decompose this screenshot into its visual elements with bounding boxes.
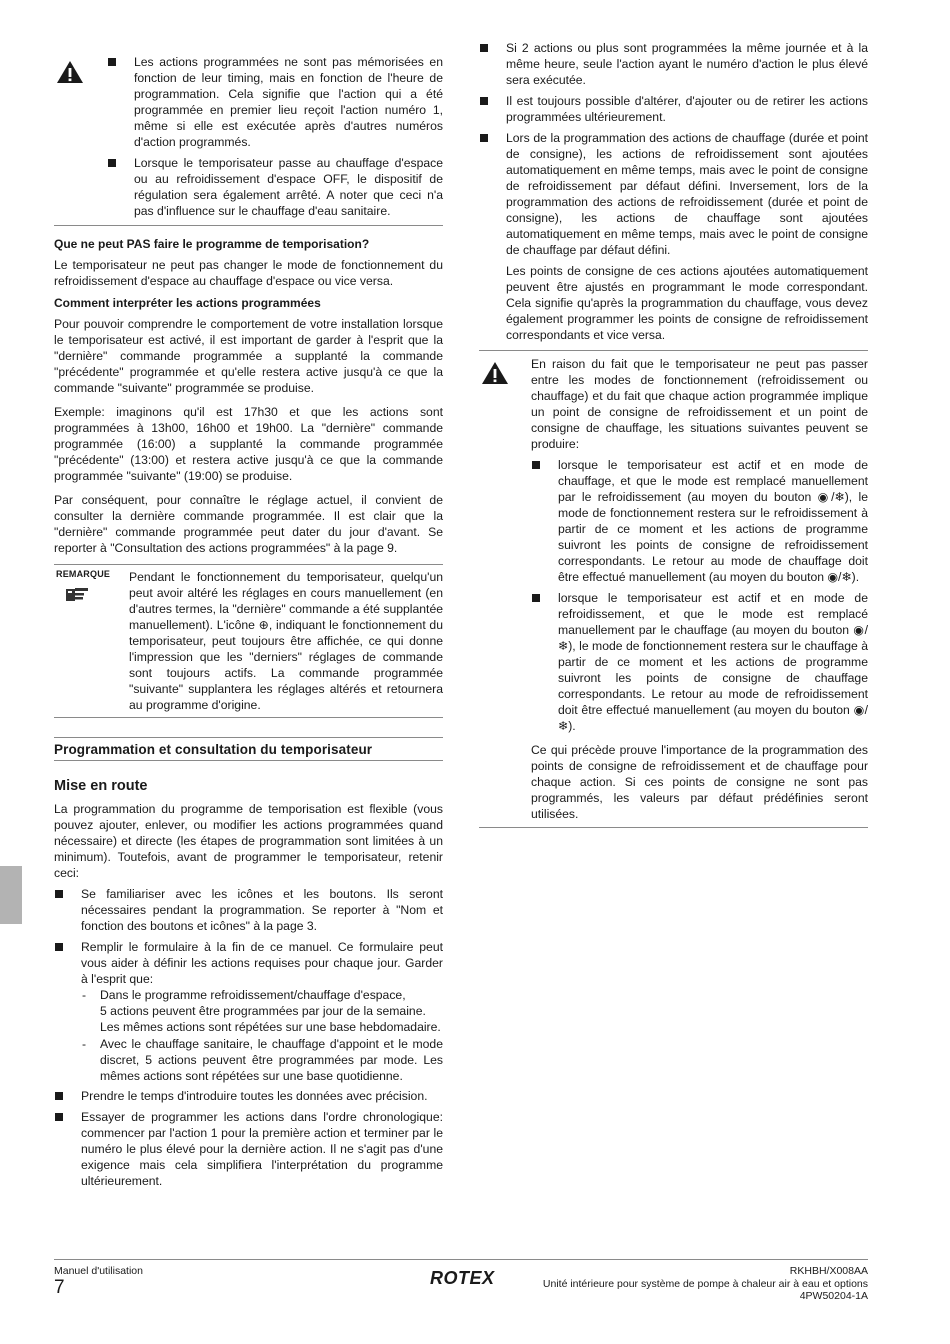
warning-block-2 bbox=[479, 351, 868, 827]
warning-item: Lorsque le temporisateur passe au chauffage d'espace ou au refroidissement d'espace OFF, le dispositif de régulation sera également arrêté. A noter que ceci n'a pas d'influence sur le chauffage d'eau sanitaire. bbox=[107, 155, 443, 219]
paragraph: Les points de consigne de ces actions ajoutées automatiquement peuvent être ajustés en programmant le mode correspondant. Cela signifie qu'après la programmation du chauffage, vous devez également programmer les points de consigne de refroidissement correspondants et vice versa. bbox=[506, 264, 868, 342]
note-label: REMARQUE bbox=[56, 569, 111, 579]
sub-list bbox=[54, 987, 443, 1084]
list-item: Lors de la programmation des actions de chauffage (durée et point de consigne), les actions de refroidissement sont ajoutées automatiquement en même temps, mais avec le point de consigne de refroidissement par défaut défini. Inversement, lors de la programmation des actions de refroidissement (durée et point de consigne), les actions de chauffage sont ajoutées automatiquement en même temps, mais avec le point de consigne de chauffage par défaut défini. bbox=[479, 130, 868, 258]
footer-description: Unité intérieure pour système de pompe à chaleur air à eau et options bbox=[542, 1277, 868, 1290]
note-block bbox=[54, 565, 443, 717]
paragraph: Par conséquent, pour connaître le réglage actuel, il convient de consulter la dernière commande programmée. Il est clair que la "dernière" commande programmée peut dater du jour d'avant. Se reporter à "Consultation des actions programmées" à la page 9. bbox=[54, 493, 443, 555]
footer-doc-type: Manuel d'utilisation bbox=[54, 1265, 143, 1277]
footer-divider bbox=[54, 1259, 868, 1260]
sub-list-item-rest: 5 actions peuvent être programmées par jour de la semaine. Les mêmes actions sont répétées sur une base hebdomadaire. bbox=[100, 1004, 441, 1034]
warning-item: lorsque le temporisateur est actif et en mode de chauffage, et que le mode est remplacé manuellement par le refroidissement (au moyen du bouton ◉/❄), le mode de fonctionnement restera sur le refroidissement à partir de ce moment et les actions de programme suivront les points de consigne de refroidissement correspondants. Le retour au mode de chauffage doit être effectué manuellement (au moyen du bouton ◉/❄). bbox=[531, 457, 868, 585]
question-heading: Que ne peut PAS faire le programme de temporisation? bbox=[54, 237, 370, 251]
warning-icon bbox=[56, 60, 84, 84]
footer-doc-ref: 4PW50204-1A bbox=[799, 1290, 868, 1302]
divider bbox=[54, 225, 443, 226]
list-item: Prendre le temps d'introduire toutes les données avec précision. bbox=[54, 1088, 443, 1104]
footer-model: RKHBH/X008AA bbox=[789, 1265, 868, 1277]
warning-block-1 bbox=[54, 40, 443, 225]
divider bbox=[479, 827, 868, 828]
note-text: Pendant le fonctionnement du temporisateur, quelqu'un peut avoir altéré les réglages en cours manuellement (en d'autres termes, la "dernière" commande a été supplantée manuellement). L'icône ⊕, indiquant le fonctionnement du temporisateur, peut toujours être affichée, ce qui donne l'impression que les "derniers" réglages de commande sont toujours actifs. La commande programmée "suivante" supplantera les réglages altérés et retournera au programme d'origine. bbox=[129, 570, 443, 712]
list-item: Remplir le formulaire à la fin de ce manuel. Ce formulaire peut vous aider à définir les actions requises pour chaque jour. Garder à l'esprit que: bbox=[54, 939, 443, 987]
left-column bbox=[54, 40, 443, 1189]
pointing-hand-icon bbox=[64, 585, 90, 605]
brand-logo: ROTEX bbox=[430, 1268, 495, 1288]
warning-conclusion: Ce qui précède prouve l'importance de la programmation des points de consigne de refroidissement et de chauffage pour chaque action. Si ces points de consigne ne sont pas programmés, les valeurs par défaut prédéfinies seront utilisées. bbox=[531, 743, 868, 821]
list-item: Si 2 actions ou plus sont programmées la même journée et à la même heure, seule l'action ayant le numéro d'action le plus élevé sera exécutée. bbox=[479, 40, 868, 88]
question-heading: Comment interpréter les actions programmées bbox=[54, 296, 321, 310]
paragraph: La programmation du programme de temporisation est flexible (vous pouvez ajouter, enlever, ou modifier les actions programmées quand nécessaire) et directe (les étapes de programmation sont limitées à un minimum). Toutefois, avant de programmer le temporisateur, retenir ceci: bbox=[54, 802, 443, 880]
sub-list-item bbox=[81, 987, 443, 1035]
paragraph: Le temporisateur ne peut pas changer le mode de fonctionnement du refroidissement d'espace au chauffage d'espace ou vice versa. bbox=[54, 258, 443, 288]
warning-intro: En raison du fait que le temporisateur ne peut pas passer entre les modes de fonctionnement (refroidissement ou chauffage) et du fait que chaque action programmée implique un point de consigne de refroidissement et un point de consigne de chauffage, les situations suivantes peuvent se produire: bbox=[531, 357, 868, 451]
list-item: Il est toujours possible d'altérer, d'ajouter ou de retirer les actions programmées ultérieurement. bbox=[479, 93, 868, 125]
warning-icon bbox=[481, 361, 509, 385]
paragraph: Pour pouvoir comprendre le comportement de votre installation lorsque le temporisateur est activé, il est important de garder à l'esprit que la "dernière" commande programmée a supplanté la commande "précédente" programmée et qu'elle restera active jusqu'à ce que la commande "suivante" programmée se produise. bbox=[54, 317, 443, 395]
divider bbox=[54, 717, 443, 718]
list-item: Essayer de programmer les actions dans l'ordre chronologique: commencer par l'action 1 pour la première action et terminer par le numéro le plus élevé pour la dernière action. Il ne s'agit pas d'une exigence mais cela simplifiera l'interprétation du programme ultérieurement. bbox=[54, 1109, 443, 1189]
list-item: Se familiariser avec les icônes et les boutons. Ils seront nécessaires pendant la programmation. Se reporter à "Nom et fonction des boutons et icônes" à la page 3. bbox=[54, 886, 443, 934]
sub-list-item-line: Dans le programme refroidissement/chauffage d'espace, bbox=[100, 988, 406, 1002]
warning-item: lorsque le temporisateur est actif et en mode de refroidissement, et que le mode est remplacé manuellement par le chauffage (au moyen du bouton ◉/❄), le mode de fonctionnement restera sur le chauffage à partir de ce moment et les actions de programme suivront les points de consigne de chauffage correspondants. Le retour au mode de refroidissement doit être effectué manuellement (au moyen du bouton ◉/❄). bbox=[531, 590, 868, 734]
section-title: Programmation et consultation du temporisateur bbox=[54, 742, 373, 757]
right-column bbox=[479, 40, 868, 828]
divider bbox=[54, 760, 443, 761]
chapter-tab bbox=[0, 866, 22, 924]
page-number: 7 bbox=[54, 1277, 65, 1298]
subsection-title: Mise en route bbox=[54, 778, 148, 794]
footer-info bbox=[448, 1265, 868, 1303]
warning-item: Les actions programmées ne sont pas mémorisées en fonction de leur timing, mais en fonction de l'heure de programmation. Cela signifie que l'action qui a été programmée en premier lieu reçoit l'action numéro 1, même si elle est exécutée après d'autres numéros d'action programmés. bbox=[107, 54, 443, 150]
sub-list-item: - Avec le chauffage sanitaire, le chauffage d'appoint et le mode discret, 5 actions peuvent être programmées par mode. Les mêmes actions sont répétées sur une base quotidienne. bbox=[81, 1036, 443, 1084]
paragraph: Exemple: imaginons qu'il est 17h30 et que les actions sont programmées à 13h00, 16h00 et 19h00. La "dernière" commande programmée (16:00) a supplanté la commande programmée "précédente" (13:00) et restera active jusqu'à ce que la commande programmée "suivante" (19:00) se produise. bbox=[54, 405, 443, 483]
